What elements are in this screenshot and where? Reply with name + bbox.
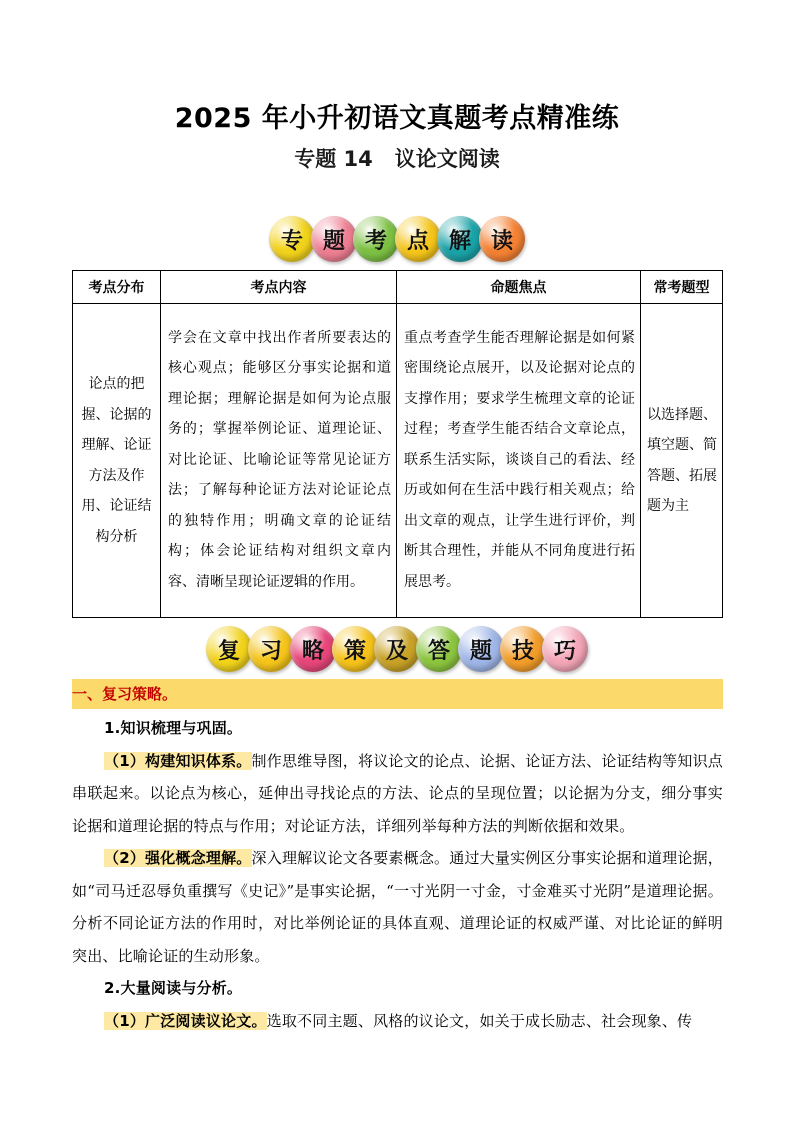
highlight-label: （1）构建知识体系。 bbox=[104, 751, 252, 770]
page-title: 2025 年小升初语文真题考点精准练 bbox=[174, 103, 620, 134]
banner-char-ball: 习 bbox=[248, 626, 294, 672]
banner-char-ball: 点 bbox=[395, 216, 441, 262]
sub-heading: 1.知识梳理与巩固。 bbox=[104, 719, 243, 737]
paragraph: （1）广泛阅读议论文。选取不同主题、风格的议论文，如关于成长励志、社会现象、传 bbox=[104, 1011, 693, 1030]
subtitle-topic: 专题 14 bbox=[294, 147, 373, 171]
distribution-cell: 论点的把握、论据的理解、论证方法及作用、论证结构分析 bbox=[81, 376, 152, 545]
paragraph: （1）构建知识体系。制作思维导图，将议论文的论点、论据、论证方法、论证结构等知识点串联起来。以论点为核心，延伸出寻找论点的方法、论点的呈现位置；以论据为分支，细分事实论据和道理论据的特点与作用；对论证方法，详细列举每种方法的判断依据和效果。 bbox=[72, 751, 723, 835]
paragraph: （2）强化概念理解。深入理解议论文各要素概念。通过大量实例区分事实论据和道理论据，如“司马迁忍辱负重撰写《史记》”是事实论据，“一寸光阴一寸金，寸金难买寸光阴”是道理论据。分析不同论证方法的作用时，对比举例论证的具体直观、道理论证的权威严谨、对比论证的鲜明突出、比喻论证的生动形象。 bbox=[72, 849, 723, 965]
exam-point-table bbox=[72, 270, 723, 618]
content-cell: 学会在文章中找出作者所要表达的核心观点；能够区分事实论据和道理论据；理解论据是如何为论点服务的；掌握举例论证、道理论证、对比论证、比喻论证等常见论证方法；了解每种论证方法对论证论点的独特作用；明确文章的论证结构；体会论证结构对组织文章内容、清晰呈现论证逻辑的作用。 bbox=[168, 329, 391, 590]
highlight-label: （2）强化概念理解。 bbox=[104, 849, 252, 867]
banner-char-ball: 答 bbox=[416, 626, 462, 672]
strategy-banner bbox=[0, 626, 794, 672]
banner-char-ball: 巧 bbox=[542, 626, 588, 672]
focus-cell: 重点考查学生能否理解论据是如何紧密围绕论点展开，以及论据对论点的支撑作用；要求学生梳理文章的论证过程；考查学生能否结合文章论点，联系生活实际，谈谈自己的看法、经历或如何在生活中践行相关观点；给出文章的观点，让学生进行评价，判断其合理性，并能从不同角度进行拓展思考。 bbox=[404, 329, 635, 590]
banner-char-ball: 解 bbox=[437, 216, 483, 262]
table-row bbox=[73, 304, 723, 618]
highlight-label: （1）广泛阅读议论文。 bbox=[104, 1011, 267, 1030]
table-header: 考点内容 bbox=[161, 271, 397, 304]
sub-heading: 2.大量阅读与分析。 bbox=[104, 979, 243, 997]
banner-char-ball: 题 bbox=[311, 216, 357, 262]
table-header: 命题焦点 bbox=[397, 271, 641, 304]
banner-char-ball: 复 bbox=[206, 626, 252, 672]
topic-banner bbox=[0, 216, 794, 262]
section-body bbox=[72, 712, 723, 1037]
banner-char-ball: 题 bbox=[458, 626, 504, 672]
section-heading: 一、复习策略。 bbox=[72, 679, 723, 709]
banner-char-ball: 略 bbox=[290, 626, 336, 672]
table-header: 常考题型 bbox=[641, 271, 723, 304]
banner-char-ball: 技 bbox=[500, 626, 546, 672]
banner-char-ball: 及 bbox=[374, 626, 420, 672]
table-header-row bbox=[73, 271, 723, 304]
banner-char-ball: 策 bbox=[332, 626, 378, 672]
banner-char-ball: 考 bbox=[353, 216, 399, 262]
page-subtitle bbox=[0, 143, 794, 173]
banner-char-ball: 读 bbox=[479, 216, 525, 262]
table-header: 考点分布 bbox=[73, 271, 161, 304]
banner-char-ball: 专 bbox=[269, 216, 315, 262]
types-cell: 以选择题、填空题、简答题、拓展题为主 bbox=[647, 406, 717, 514]
subtitle-name: 议论文阅读 bbox=[394, 147, 500, 171]
